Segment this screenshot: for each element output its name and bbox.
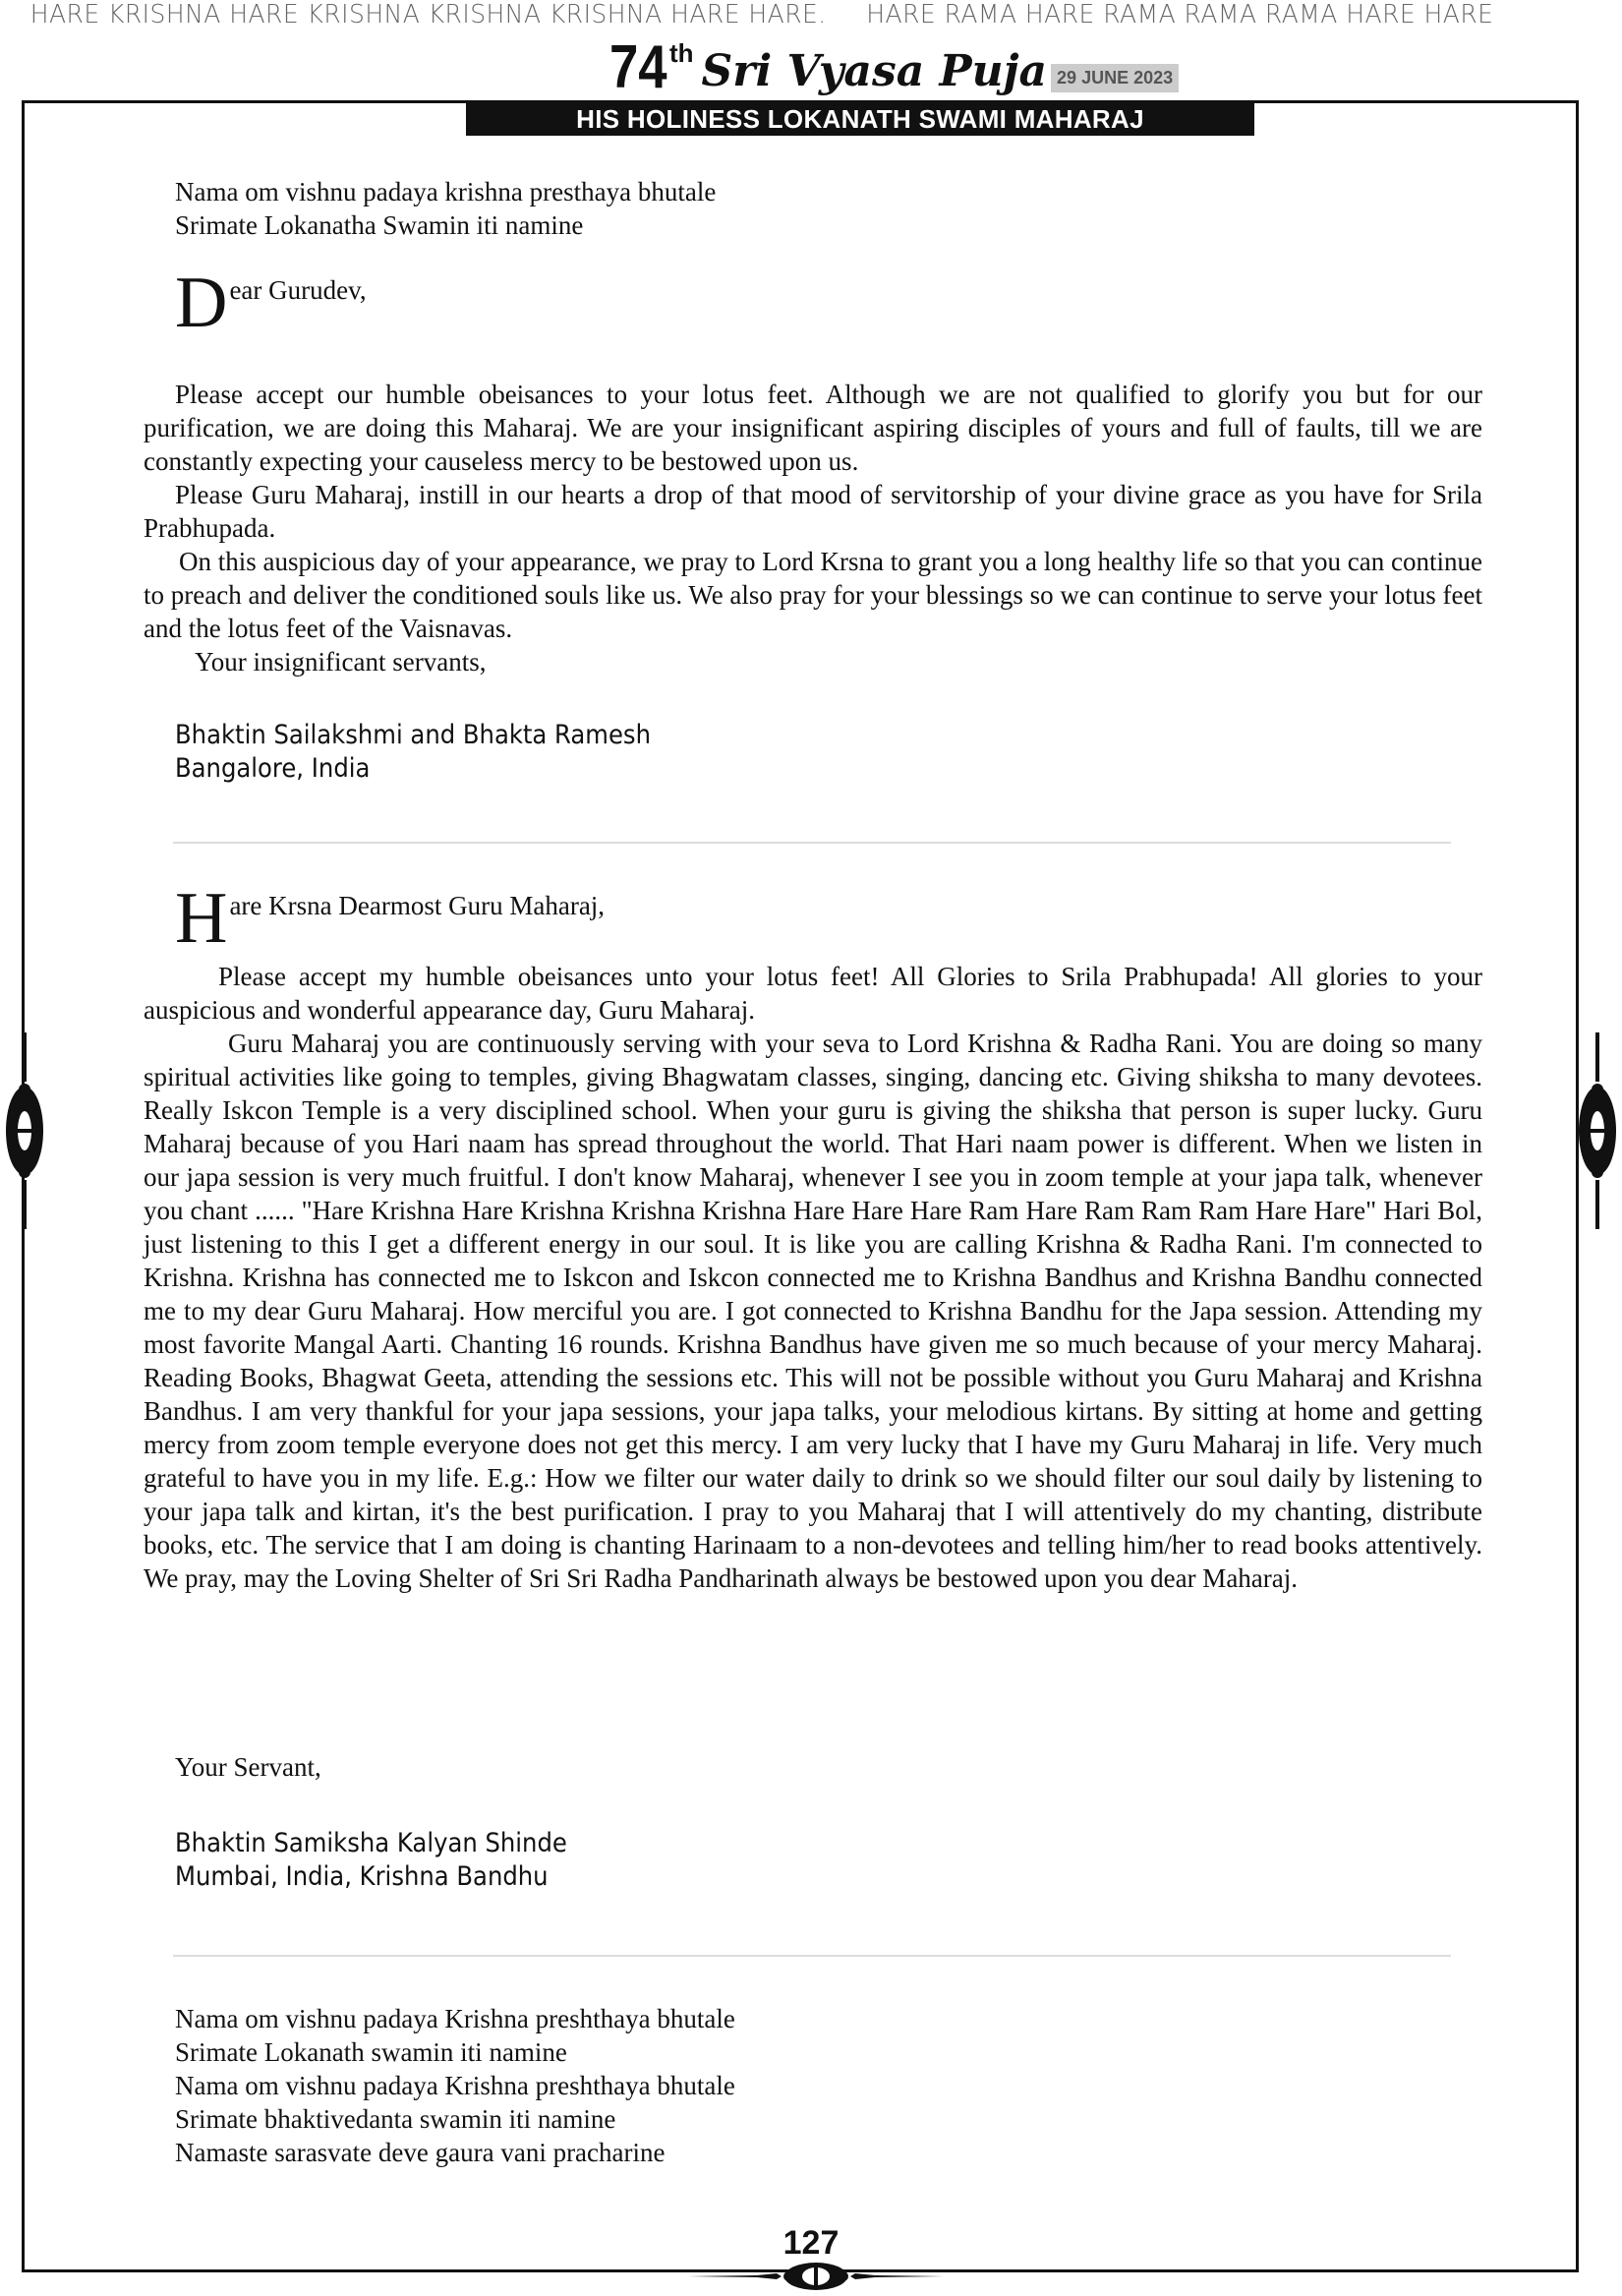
bottom-ornament-icon [688,2262,944,2291]
invocation-line: Namaste sarasvate deve gaura vani pracharine [175,2138,666,2167]
mantra-header [0,0,1557,33]
letter1-salutation [175,263,1482,343]
signature-location: Bangalore, India [175,753,371,784]
signature-name: Bhaktin Sailakshmi and Bhakta Ramesh [175,720,651,750]
letter1-body [144,378,1482,678]
letter2-signature [175,1827,1352,1894]
title-number: 74 [609,33,667,101]
letter2-closing: Your Servant, [175,1752,321,1782]
invocation-line: Nama om vishnu padaya Krishna preshthaya bhutale [175,2004,735,2033]
page-title [609,33,1179,101]
invocation-line: Srimate Lokanath swamin iti namine [175,2037,567,2067]
letter1-signature [175,719,1352,786]
signature-name: Bhaktin Samiksha Kalyan Shinde [175,1828,567,1858]
closing: Your insignificant servants, [195,647,487,677]
invocation-line: Nama om vishnu padaya Krishna preshthaya bhutale [175,2071,735,2100]
mantra-left: HARE KRISHNA HARE KRISHNA KRISHNA KRISHNA HARE HARE. [29,0,827,29]
letter1-invocation [175,175,1482,242]
mantra-right: HARE RAMA HARE RAMA RAMA RAMA HARE HARE [866,0,1494,29]
letter2-body [144,960,1482,1595]
invocation-line: Nama om vishnu padaya krishna presthaya bhutale [175,177,717,206]
salutation-text: ear Gurudev, [229,275,367,305]
subtitle-banner: HIS HOLINESS LOKANATH SWAMI MAHARAJ [466,102,1254,136]
invocation-line: Srimate Lokanatha Swamin iti namine [175,210,584,240]
page-number: 127 [782,2224,840,2262]
paragraph: Please Guru Maharaj, instill in our hearts a drop of that mood of servitorship of your divine grace as you have for Srila Prabhupada. [144,480,1482,543]
drop-cap: H [175,878,228,959]
paragraph: On this auspicious day of your appearance, we pray to Lord Krsna to grant you a long healthy life so that you can continue to preach and deliver the conditioned souls like us. We also pray for your blessings so we can continue to serve your lotus feet and the lotus feet of the Vaisnavas. [144,547,1482,643]
salutation-text: are Krsna Dearmost Guru Maharaj, [229,891,606,920]
paragraph: Guru Maharaj you are continuously serving with your seva to Lord Krishna & Radha Rani. You are doing so many spiritual activities like going to temples, giving Bhagwatam classes, singing, dancing etc. Giving shiksha to many devotees. Really Iskcon Temple is a very disciplined school. When your guru is giving the shiksha that person is super lucky. Guru Maharaj because of you Hari naam has spread throughout the world. That Hari naam power is different. When we listen in our japa session is very much fruitful. I don't know Maharaj, whenever I see you in zoom temple at your japa talk, whenever you chant ...... "Hare Krishna Hare Krishna Krishna Krishna Hare Hare Hare Ram Hare Ram Ram Ram Hare Hare" Hari Bol, just listening to this I get a different energy in our soul. It is like you are calling Krishna & Radha Rani. I'm connected to Krishna. Krishna has connected me to Iskcon and Iskcon connected me to Krishna Bandhus and Krishna Bandhu connected me to my dear Guru Maharaj. How merciful you are. I got connected to Krishna Bandhu for the Japa session. Attending my most favorite Mangal Aarti. Chanting 16 rounds. Krishna Bandhus have given me so much because of your mercy Maharaj. Reading Books, Bhagwat Geeta, attending the sessions etc. This will not be possible without you Guru Maharaj and Krishna Bandhus. I am very thankful for your japa sessions, your japa talks, your melodious kirtans. By sitting at home and getting mercy from zoom temple everyone does not get this mercy. I am very lucky that I have my Guru Maharaj in life. Very much grateful to have you in my life. E.g.: How we filter our water daily to drink so we should filter our soul daily by listening to your japa talk and kirtan, it's the best purification. I pray to you Maharaj that I will attentively do my chanting, distribute books, etc. The service that I am doing is chanting Harinaam to a non-devotees and telling him/her to read books attentively. We pray, may the Loving Shelter of Sri Sri Radha Pandharinath always be bestowed upon you dear Maharaj. [144,1029,1482,1593]
signature-location: Mumbai, India, Krishna Bandhu [175,1861,549,1892]
drop-cap: D [175,263,228,343]
invocation-line: Srimate bhaktivedanta swamin iti namine [175,2104,616,2134]
left-ornament-icon [4,1032,45,1229]
divider [173,842,1451,844]
letter3-invocation [175,2002,1482,2169]
title-text: Sri Vyasa Puja [701,46,1048,96]
title-suffix: th [668,38,694,68]
divider [173,1955,1451,1957]
right-ornament-icon [1577,1032,1618,1229]
paragraph: Please accept my humble obeisances unto your lotus feet! All Glories to Srila Prabhupada! All glories to your auspicious and wonderful appearance day, Guru Maharaj. [144,962,1482,1025]
paragraph: Please accept our humble obeisances to your lotus feet. Although we are not qualified to glorify you but for our purification, we are doing this Maharaj. We are your insignificant aspiring disciples of yours and full of faults, till we are constantly expecting your causeless mercy to be bestowed upon us. [144,380,1482,476]
date-badge: 29 JUNE 2023 [1051,64,1179,92]
letter2-salutation [175,878,1482,959]
